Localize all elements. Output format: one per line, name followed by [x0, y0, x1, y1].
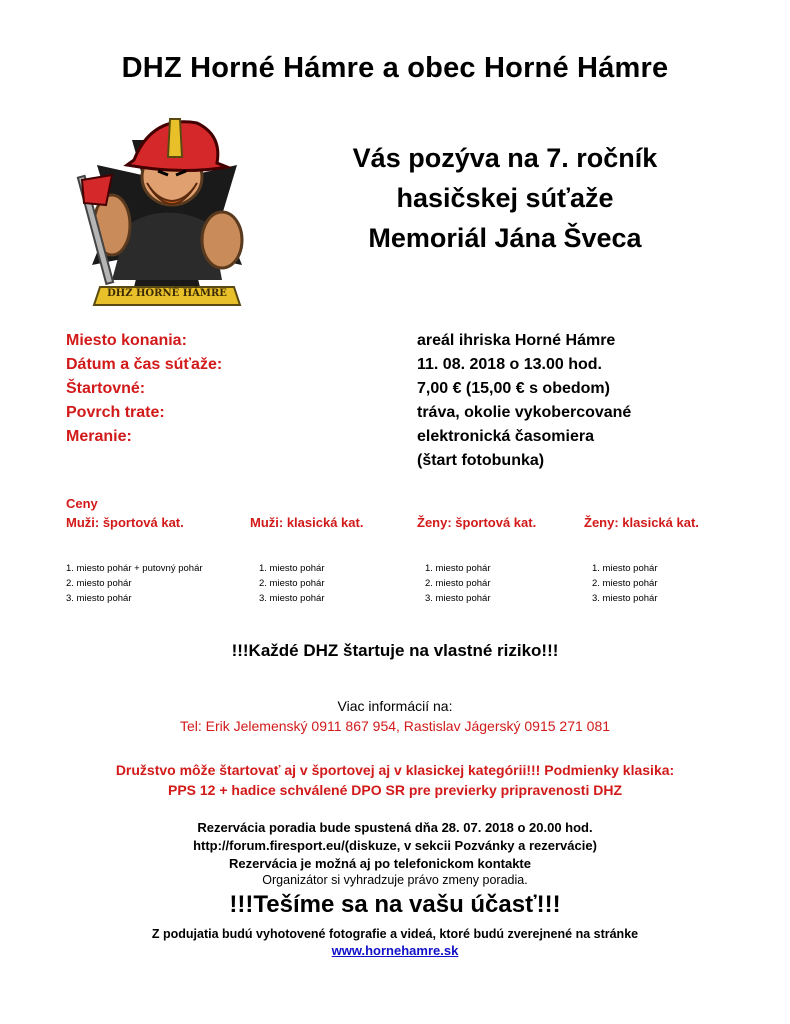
prize-list-men-sport: [66, 561, 203, 606]
prize-list-men-classic: [259, 561, 324, 606]
risk-notice: !!!Každé DHZ štartuje na vlastné riziko!!!: [231, 641, 559, 660]
media-note: Z podujatia budú vyhotovené fotografie a videá, ktoré budú zverejnené na stránke: [151, 927, 639, 941]
more-info-label: Viac informácií na:: [337, 698, 453, 714]
list-item: 3. miesto pohár: [592, 593, 658, 604]
label-venue: Miesto konania:: [66, 332, 187, 349]
list-item: 1. miesto pohár: [425, 563, 491, 574]
invite-line-2: hasičskej súťaže: [396, 183, 614, 213]
list-item: 1. miesto pohár: [592, 563, 658, 574]
label-date: Dátum a čas súťaže:: [66, 356, 223, 373]
organizer-note: Organizátor si vyhradzuje právo zmeny poradia.: [262, 873, 528, 887]
team-conditions: [0, 760, 790, 800]
prize-list-women-classic: [592, 561, 657, 606]
label-fee: Štartovné:: [66, 380, 146, 397]
list-item: 2. miesto pohár: [259, 578, 325, 589]
list-item: 1. miesto pohár + putovný pohár: [66, 563, 203, 574]
value-date: 11. 08. 2018 o 13.00 hod.: [417, 356, 602, 373]
reservation-line-1: Rezervácia poradia bude spustená dňa 28. 07. 2018 o 20.00 hod.: [197, 820, 593, 835]
label-surface: Povrch trate:: [66, 404, 165, 421]
details-values: [417, 329, 631, 473]
list-item: 3. miesto pohár: [66, 593, 132, 604]
category-women-classic: Ženy: klasická kat.: [584, 515, 699, 530]
value-timing: elektronická časomiera: [417, 428, 594, 445]
category-men-sport: Muži: športová kat.: [66, 515, 184, 530]
invite-line-3: Memoriál Jána Šveca: [368, 223, 642, 253]
value-venue: areál ihriska Horné Hámre: [417, 332, 616, 349]
welcome-banner: !!!Tešíme sa na vašu účasť!!!: [229, 891, 561, 918]
invite-line-1: Vás pozýva na 7. ročník: [352, 143, 658, 173]
list-item: 3. miesto pohár: [425, 593, 491, 604]
list-item: 1. miesto pohár: [259, 563, 325, 574]
label-timing: Meranie:: [66, 428, 132, 445]
prizes-heading: Ceny: [66, 496, 98, 511]
value-timing-note: (štart fotobunka): [417, 452, 545, 469]
reservation-info: [0, 819, 790, 873]
list-item: 2. miesto pohár: [66, 578, 132, 589]
details-labels: [66, 329, 222, 449]
team-conditions-line-1: Družstvo môže štartovať aj v športovej aj v klasickej kategórii!!! Podmienky klasika:: [115, 762, 675, 778]
firefighter-logo-icon: [72, 105, 262, 315]
prize-list-women-sport: [425, 561, 490, 606]
category-women-sport: Ženy: športová kat.: [417, 515, 537, 530]
invitation-heading: [270, 138, 740, 258]
logo-banner-text: DHZ HORNÉ HÁMRE: [107, 288, 227, 299]
reservation-line-3: Rezervácia je možná aj po telefonickom kontakte: [229, 856, 531, 871]
contact-phone: Tel: Erik Jelemenský 0911 867 954, Rastislav Jágerský 0915 271 081: [179, 718, 611, 734]
page-title: DHZ Horné Hámre a obec Horné Hámre: [121, 52, 669, 84]
list-item: 3. miesto pohár: [259, 593, 325, 604]
website-link[interactable]: www.hornehamre.sk: [331, 943, 459, 958]
reservation-line-2: http://forum.firesport.eu/(diskuze, v sekcii Pozvánky a rezervácie): [193, 838, 597, 853]
dhz-logo: [72, 105, 262, 315]
team-conditions-line-2: PPS 12 + hadice schválené DPO SR pre previerky pripravenosti DHZ: [167, 782, 623, 798]
list-item: 2. miesto pohár: [425, 578, 491, 589]
list-item: 2. miesto pohár: [592, 578, 658, 589]
category-men-classic: Muži: klasická kat.: [250, 515, 364, 530]
value-fee: 7,00 € (15,00 € s obedom): [417, 380, 610, 397]
value-surface: tráva, okolie vykobercované: [417, 404, 632, 421]
